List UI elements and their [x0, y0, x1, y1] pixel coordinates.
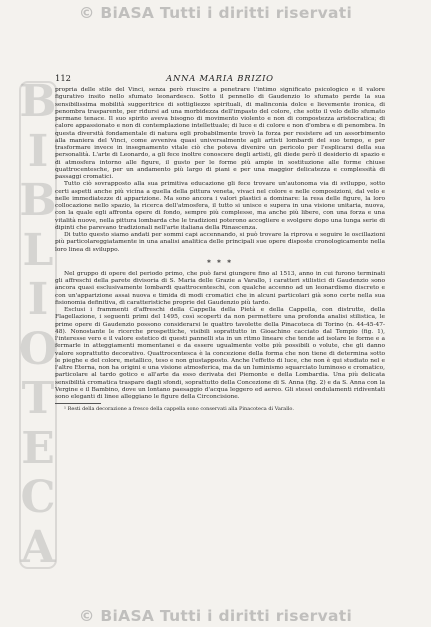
library-seal-watermark: B I B L I O T E C A [18, 76, 58, 573]
page-number: 112 [55, 73, 71, 83]
paragraph-2: Tutto ciò sovrapposto alla sua primitiva educazione gli fece trovare un'autonoma via di sviluppo, sotto certi aspetti anche più vicina a quella della pittura veneta, vivaci nel colore e nelle composizioni, dal velo e nelle immediatezze di apparizione. Ma sono ancora i valori plastici a dominare: la resa delle figure, la loro collocazione nello spazio, la ricerca dell'atmosfera, il tutto si unisce e supera in una visione unitaria, nuova, con la quale egli affronta opere di fondo, sempre più complesse, ma anche più libere, con una forza e una vitalità nuove, nella pittura lombarda che le tradizioni poterono accogliere e svolgere dopo una lunga serie di dipinti che parevano tradizionali nell'arte italiana della Rinascenza. [55, 181, 385, 231]
footnote: ¹ Resti della decorazione a fresco della cappella sono conservati alla Pinacoteca di Varallo. [64, 406, 294, 413]
paragraph-5: Esclusi i frammenti d'affreschi della Cappella della Pietà e della Cappella, con distrutte, della Flagellazione, i seguenti primi del 1495, così scoperti da non permettere una profonda analisi stilistica, le prime opere di Gaudenzio possono considerarsi le quattro tavolette della Pinacoteca di Torino (n. 44-45-47-48). Nonostante le ricerche prospettiche, visibili soprattutto in Gioachino cacciato dal Tempio (fig. 1), l'interesse vero e il valore estetico di questi pannelli sta in un ritmo lineare che tende ad isolare le forme e a fermarle in atteggiamenti momentanei e da essere ugualmente volte più possibili o volute, che gli danno valore soprattutto decorativo. Quattrocentesca è la concezione della forma che non tiene di determina sotto le pieghe e del colore, metallico, teso e non giustapposto. Anche l'effetto di luce, che non è qui studiato nel e l'altre Eterna, non ha origini e una visione atmosferica, ma da un luminismo squarciato luminoso e cromatico, particolare al tardo gotico e all'arte da esso derivata dei Piemonte e della Lombardia. Una più delicata sensibilità cromatica traspare dagli sfondi, soprattutto della Concezione di S. Anna (fig. 2) e da S. Anna con la Vergine e il Bambino, dove un lontano paesaggio d'acqua leggero ed aereo. Gli stessi ondulamenti ridiventati sono eleganti di linee alleggiano le figure della Circoncisione. [55, 307, 385, 400]
running-title: ANNA MARIA BRIZIO [166, 73, 274, 83]
paragraph-1: propria delle stile del Vinci, senza però riuscire a penetrare l'intimo significato psicologico e il valore figurativo insito nello sfumato leonardesco. Sotto il pennello di Gaudenzio lo sfumato perde la sua sensibilissima mobilità suggeritrice di sottigliezze spirituali, di malinconia dolce e lievemente ironica, di penombra trasparente, per ridursi ad una morbidezza dell'impasto del colore, che sotto il velo dello sfumato permane tenace. Il suo spirito aveva bisogno di movimento violento e non di compostezza aristocratica; di calore appassionato e non di contemplazione intellettuale; di luce e di colore e non d'ombra e di penombra. In questa diversità fondamentale di natura egli probabilmente trovò la forza per resistere ad un assorbimento alla maniera del Vinci, come avveniva quasi universalmente agli artisti lombardi del suo tempo, e per trasformare invece in insegnamento vitale ciò che poteva divenire un pericolo per l'esplicarsi della sua personalità. L'arte di Leonardo, a gli fece inoltre conoscere degli artisti, gli diede però il desiderio di spazio e di atmosfera intorno alle figure, il gusto per le forme più ampie in sostituzione alle forme chiuse quattrocentesche, per un andamento più largo di piani e per una maggior delicatezza e complessità di passaggi cromatici. [55, 87, 385, 180]
page-header [55, 73, 385, 85]
copyright-watermark-bottom: © BiASA Tutti i diritti riservati [78, 607, 353, 625]
footnote-rule [55, 403, 101, 404]
paragraph-4: Nel gruppo di opere del periodo primo, che può farsi giungere fino al 1513, anno in cui furono terminati gli affreschi della parete divisoria di S. Maria delle Grazie a Varallo, i caratteri stilistici di Gaudenzio sono ancora quasi esclusivamente lombardi quattrocenteschi, con qualche accenno ad un leonardismo discreto e con un'apparizione assai nuova e timida di modi cromatici che in alcuni particolari già sono certe nella sua fisionomia definitiva, di caratteristiche proprie del Gaudenzio più tardo. [55, 270, 385, 306]
copyright-watermark-top: © BiASA Tutti i diritti riservati [78, 4, 353, 22]
paragraph-3: Di tutto questo siamo andati per sommi capi accennando, si può trovare la riprova e seguire le oscillazioni più particolareggiatamente in una analisi analitica delle principali sue opere disposte cronologicamente nella loro linea di sviluppo. [55, 232, 385, 253]
body-text [55, 87, 385, 413]
section-separator: * * * [207, 257, 233, 267]
